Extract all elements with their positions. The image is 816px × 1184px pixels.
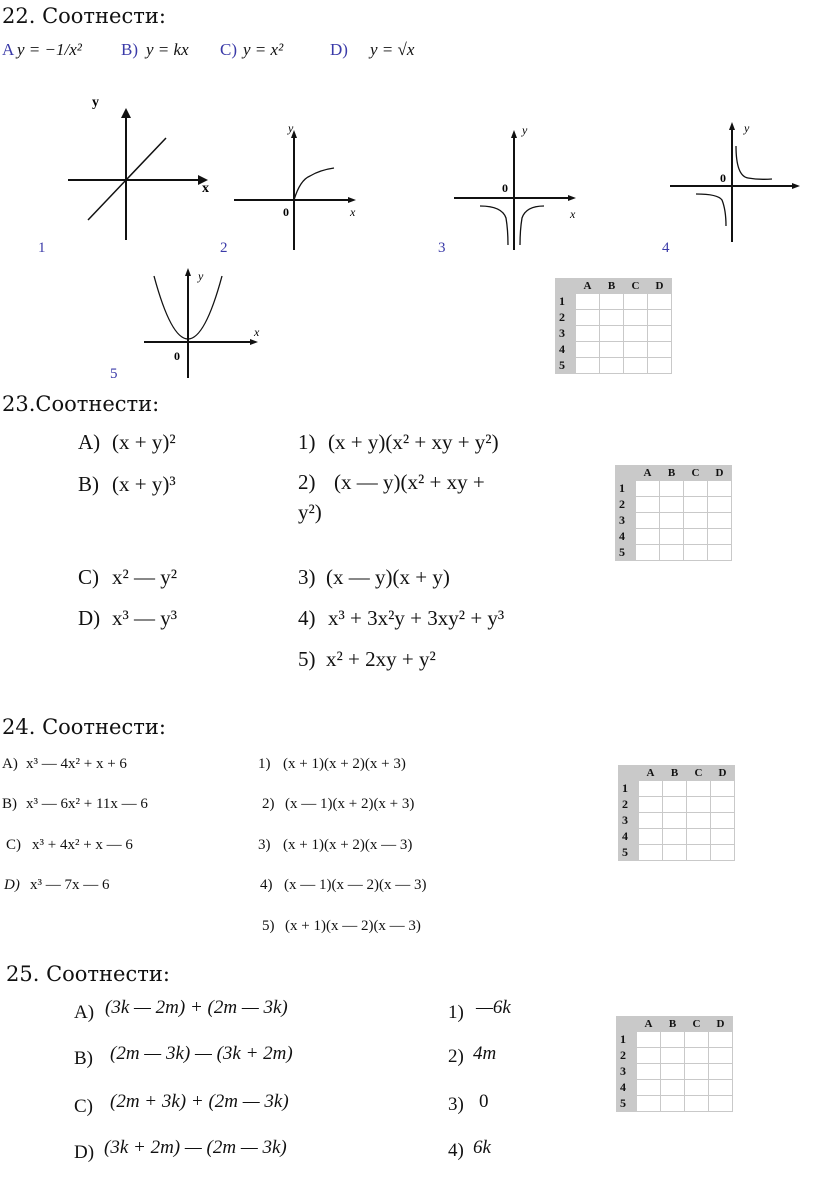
t23-right-2-label: 2) xyxy=(298,470,316,494)
t25-left-c-label: C) xyxy=(74,1096,93,1117)
answer-cell[interactable] xyxy=(685,1080,709,1096)
answer-row-header: 1 xyxy=(619,781,639,797)
t23-right-4-expr: x³ + 3x²y + 3xy² + y³ xyxy=(328,606,505,630)
answer-cell[interactable] xyxy=(687,845,711,861)
answer-cell[interactable] xyxy=(661,1064,685,1080)
answer-table-23 xyxy=(615,465,732,561)
answer-cell[interactable] xyxy=(684,497,708,513)
answer-cell[interactable] xyxy=(660,529,684,545)
graph-4-hyperbola xyxy=(668,114,808,244)
answer-row-header: 3 xyxy=(619,813,639,829)
option-c-letter: C) xyxy=(220,40,237,59)
t23-left-c-expr: x² — y² xyxy=(112,565,178,589)
t25-left-d-expr: (3k + 2m) — (2m — 3k) xyxy=(104,1137,287,1158)
option-a-letter: A xyxy=(2,40,15,59)
t25-left-d-label: D) xyxy=(74,1142,95,1163)
answer-cell[interactable] xyxy=(636,513,660,529)
graph-number-1: 1 xyxy=(38,240,46,256)
answer-cell[interactable] xyxy=(576,294,600,310)
t25-right-1-label: 1) xyxy=(448,1002,464,1023)
answer-cell[interactable] xyxy=(663,781,687,797)
answer-cell[interactable] xyxy=(576,310,600,326)
answer-cell[interactable] xyxy=(709,1080,733,1096)
option-c-formula: y = x² xyxy=(243,40,284,59)
svg-text:y: y xyxy=(288,121,294,135)
t23-right-2-expr: (x — y)(x² + xy + xyxy=(334,470,485,494)
answer-col-header: C xyxy=(685,1017,709,1032)
answer-table-24 xyxy=(618,765,735,861)
answer-cell[interactable] xyxy=(648,358,672,374)
answer-row-header: 5 xyxy=(616,545,636,561)
t25-left-a-label: A) xyxy=(74,1002,95,1023)
t23-left-d-label: D) xyxy=(78,606,101,630)
answer-cell[interactable] xyxy=(648,326,672,342)
answer-cell[interactable] xyxy=(660,545,684,561)
answer-row-header xyxy=(619,766,639,781)
answer-cell[interactable] xyxy=(663,845,687,861)
t23-right-5-expr: x² + 2xy + y² xyxy=(326,647,436,671)
t23-right-1-label: 1) xyxy=(298,430,316,454)
option-b-letter: B) xyxy=(121,40,138,59)
t24-left-a-label: A) xyxy=(2,756,18,772)
answer-col-header: C xyxy=(624,279,648,294)
answer-cell[interactable] xyxy=(684,529,708,545)
answer-cell[interactable] xyxy=(660,513,684,529)
graph-1-linear xyxy=(60,90,220,250)
answer-col-header: D xyxy=(708,466,732,481)
answer-cell[interactable] xyxy=(661,1096,685,1112)
answer-cell[interactable] xyxy=(600,294,624,310)
answer-col-header: B xyxy=(663,766,687,781)
answer-cell[interactable] xyxy=(636,545,660,561)
answer-row-header: 5 xyxy=(556,358,576,374)
answer-cell[interactable] xyxy=(708,529,732,545)
t24-right-1-label: 1) xyxy=(258,756,271,772)
answer-cell[interactable] xyxy=(639,845,663,861)
task23-title: 23.Соотнести: xyxy=(2,392,160,416)
answer-cell[interactable] xyxy=(600,310,624,326)
t24-left-c-expr: x³ + 4x² + x — 6 xyxy=(32,837,133,853)
answer-row-header: 5 xyxy=(619,845,639,861)
option-a-formula: y = −1/x² xyxy=(17,40,82,59)
answer-row-header: 4 xyxy=(619,829,639,845)
answer-row-header: 4 xyxy=(616,529,636,545)
answer-cell[interactable] xyxy=(663,829,687,845)
option-d-letter: D) xyxy=(330,40,348,59)
answer-row-header xyxy=(556,279,576,294)
t25-right-4-label: 4) xyxy=(448,1140,464,1161)
svg-text:0: 0 xyxy=(720,171,726,185)
answer-cell[interactable] xyxy=(687,829,711,845)
axis-y-label: y xyxy=(92,95,99,110)
t24-right-4-label: 4) xyxy=(260,877,273,893)
answer-cell[interactable] xyxy=(624,294,648,310)
answer-cell[interactable] xyxy=(624,326,648,342)
option-b-formula: y = kx xyxy=(146,40,189,59)
t23-left-d-expr: x³ — y³ xyxy=(112,606,178,630)
t25-left-c-expr: (2m + 3k) + (2m — 3k) xyxy=(110,1091,289,1112)
answer-cell[interactable] xyxy=(708,497,732,513)
task25-title: 25. Соотнести: xyxy=(6,962,170,986)
answer-cell[interactable] xyxy=(711,829,735,845)
answer-row-header: 5 xyxy=(617,1096,637,1112)
answer-col-header: B xyxy=(661,1017,685,1032)
answer-cell[interactable] xyxy=(576,326,600,342)
answer-cell[interactable] xyxy=(576,342,600,358)
answer-cell[interactable] xyxy=(687,797,711,813)
t23-left-c-label: C) xyxy=(78,565,99,589)
answer-row-header: 3 xyxy=(616,513,636,529)
svg-text:0: 0 xyxy=(174,349,180,363)
answer-col-header: D xyxy=(709,1017,733,1032)
answer-cell[interactable] xyxy=(648,294,672,310)
answer-cell[interactable] xyxy=(709,1048,733,1064)
t25-right-2-expr: 4m xyxy=(473,1043,497,1064)
t24-right-3-expr: (x + 1)(x + 2)(x — 3) xyxy=(283,837,413,853)
answer-cell[interactable] xyxy=(684,513,708,529)
answer-cell[interactable] xyxy=(600,342,624,358)
answer-col-header: A xyxy=(637,1017,661,1032)
t25-left-b-expr: (2m — 3k) — (3k + 2m) xyxy=(110,1043,293,1064)
t25-left-a-expr: (3k — 2m) + (2m — 3k) xyxy=(105,997,288,1018)
t23-right-3-expr: (x — y)(x + y) xyxy=(326,565,450,589)
answer-row-header: 4 xyxy=(556,342,576,358)
answer-col-header: A xyxy=(576,279,600,294)
task24-title: 24. Соотнести: xyxy=(2,715,166,739)
answer-cell[interactable] xyxy=(624,358,648,374)
t24-right-5-expr: (x + 1)(x — 2)(x — 3) xyxy=(285,918,421,934)
answer-cell[interactable] xyxy=(639,797,663,813)
answer-row-header: 2 xyxy=(556,310,576,326)
answer-cell[interactable] xyxy=(663,797,687,813)
answer-row-header: 1 xyxy=(617,1032,637,1048)
t24-right-2-expr: (x — 1)(x + 2)(x + 3) xyxy=(285,796,415,812)
svg-text:y: y xyxy=(744,121,750,135)
answer-cell[interactable] xyxy=(685,1064,709,1080)
graph-number-3: 3 xyxy=(438,240,446,256)
svg-text:y: y xyxy=(198,269,204,283)
answer-cell[interactable] xyxy=(637,1048,661,1064)
graph-number-2: 2 xyxy=(220,240,228,256)
answer-cell[interactable] xyxy=(685,1096,709,1112)
answer-row-header: 3 xyxy=(556,326,576,342)
answer-cell[interactable] xyxy=(687,813,711,829)
answer-col-header: A xyxy=(639,766,663,781)
answer-cell[interactable] xyxy=(708,481,732,497)
answer-cell[interactable] xyxy=(624,342,648,358)
answer-cell[interactable] xyxy=(600,326,624,342)
answer-cell[interactable] xyxy=(648,310,672,326)
answer-cell[interactable] xyxy=(661,1048,685,1064)
answer-cell[interactable] xyxy=(639,781,663,797)
answer-row-header: 3 xyxy=(617,1064,637,1080)
answer-cell[interactable] xyxy=(708,545,732,561)
task22-title: 22. Соотнести: xyxy=(2,4,166,28)
answer-cell[interactable] xyxy=(648,342,672,358)
answer-cell[interactable] xyxy=(639,813,663,829)
answer-col-header: D xyxy=(711,766,735,781)
t23-right-5-label: 5) xyxy=(298,647,316,671)
t23-left-a-expr: (x + y)² xyxy=(112,430,176,454)
t23-right-3-label: 3) xyxy=(298,565,316,589)
svg-text:x: x xyxy=(570,207,576,221)
answer-cell[interactable] xyxy=(637,1080,661,1096)
t24-left-c-label: C) xyxy=(6,837,21,853)
answer-cell[interactable] xyxy=(709,1096,733,1112)
answer-table-22 xyxy=(555,278,672,374)
answer-cell[interactable] xyxy=(639,829,663,845)
answer-cell[interactable] xyxy=(684,545,708,561)
t24-right-4-expr: (x — 1)(x — 2)(x — 3) xyxy=(284,877,427,893)
option-d-formula: y = √x xyxy=(370,40,415,59)
svg-text:0: 0 xyxy=(502,181,508,195)
answer-cell[interactable] xyxy=(711,813,735,829)
graph-5-parabola xyxy=(140,262,270,380)
answer-row-header: 2 xyxy=(617,1048,637,1064)
answer-cell[interactable] xyxy=(708,513,732,529)
answer-col-header: C xyxy=(684,466,708,481)
t24-left-b-expr: x³ — 6x² + 11x — 6 xyxy=(26,796,148,812)
svg-text:x: x xyxy=(350,205,356,219)
answer-row-header xyxy=(616,466,636,481)
answer-cell[interactable] xyxy=(709,1032,733,1048)
t25-right-1-expr: —6k xyxy=(476,997,511,1018)
answer-cell[interactable] xyxy=(711,781,735,797)
answer-cell[interactable] xyxy=(685,1032,709,1048)
t23-right-2-expr-cont: y²) xyxy=(298,500,322,524)
answer-cell[interactable] xyxy=(637,1096,661,1112)
answer-cell[interactable] xyxy=(600,358,624,374)
t24-left-b-label: B) xyxy=(2,796,17,812)
svg-text:y: y xyxy=(522,123,528,137)
t23-right-4-label: 4) xyxy=(298,606,316,630)
answer-cell[interactable] xyxy=(709,1064,733,1080)
answer-row-header: 1 xyxy=(616,481,636,497)
answer-cell[interactable] xyxy=(663,813,687,829)
answer-cell[interactable] xyxy=(636,497,660,513)
answer-cell[interactable] xyxy=(660,497,684,513)
answer-col-header: A xyxy=(636,466,660,481)
answer-cell[interactable] xyxy=(660,481,684,497)
graph-2-sqrt xyxy=(230,120,370,255)
answer-cell[interactable] xyxy=(711,797,735,813)
answer-row-header xyxy=(617,1017,637,1032)
answer-col-header: C xyxy=(687,766,711,781)
answer-cell[interactable] xyxy=(637,1032,661,1048)
t24-left-d-label: D) xyxy=(4,877,20,893)
answer-row-header: 2 xyxy=(616,497,636,513)
t24-right-3-label: 3) xyxy=(258,837,271,853)
t24-right-5-label: 5) xyxy=(262,918,275,934)
t25-left-b-label: B) xyxy=(74,1048,93,1069)
t25-right-4-expr: 6k xyxy=(473,1137,491,1158)
t23-left-b-label: B) xyxy=(78,472,99,496)
t24-right-2-label: 2) xyxy=(262,796,275,812)
answer-cell[interactable] xyxy=(661,1032,685,1048)
answer-col-header: B xyxy=(600,279,624,294)
answer-col-header: D xyxy=(648,279,672,294)
answer-table-25 xyxy=(616,1016,733,1112)
answer-cell[interactable] xyxy=(636,529,660,545)
answer-col-header: B xyxy=(660,466,684,481)
t23-left-a-label: A) xyxy=(78,430,101,454)
t24-left-a-expr: x³ — 4x² + x + 6 xyxy=(26,756,127,772)
svg-text:x: x xyxy=(254,325,260,339)
answer-cell[interactable] xyxy=(636,481,660,497)
answer-cell[interactable] xyxy=(685,1048,709,1064)
answer-row-header: 4 xyxy=(617,1080,637,1096)
answer-cell[interactable] xyxy=(624,310,648,326)
answer-cell[interactable] xyxy=(684,481,708,497)
t23-right-1-expr: (x + y)(x² + xy + y²) xyxy=(328,430,499,454)
answer-row-header: 1 xyxy=(556,294,576,310)
answer-cell[interactable] xyxy=(576,358,600,374)
svg-text:0: 0 xyxy=(283,205,289,219)
graph-number-5: 5 xyxy=(110,366,118,382)
t25-right-2-label: 2) xyxy=(448,1046,464,1067)
answer-cell[interactable] xyxy=(711,845,735,861)
t25-right-3-expr: 0 xyxy=(479,1091,489,1112)
t23-left-b-expr: (x + y)³ xyxy=(112,472,176,496)
t24-left-d-expr: x³ — 7x — 6 xyxy=(30,877,110,893)
answer-cell[interactable] xyxy=(661,1080,685,1096)
answer-row-header: 2 xyxy=(619,797,639,813)
axis-x-label: x xyxy=(202,181,209,196)
t24-right-1-expr: (x + 1)(x + 2)(x + 3) xyxy=(283,756,406,772)
graph-3-neg-inverse-square xyxy=(450,120,590,255)
t25-right-3-label: 3) xyxy=(448,1094,464,1115)
graph-number-4: 4 xyxy=(662,240,670,256)
answer-cell[interactable] xyxy=(687,781,711,797)
answer-cell[interactable] xyxy=(637,1064,661,1080)
